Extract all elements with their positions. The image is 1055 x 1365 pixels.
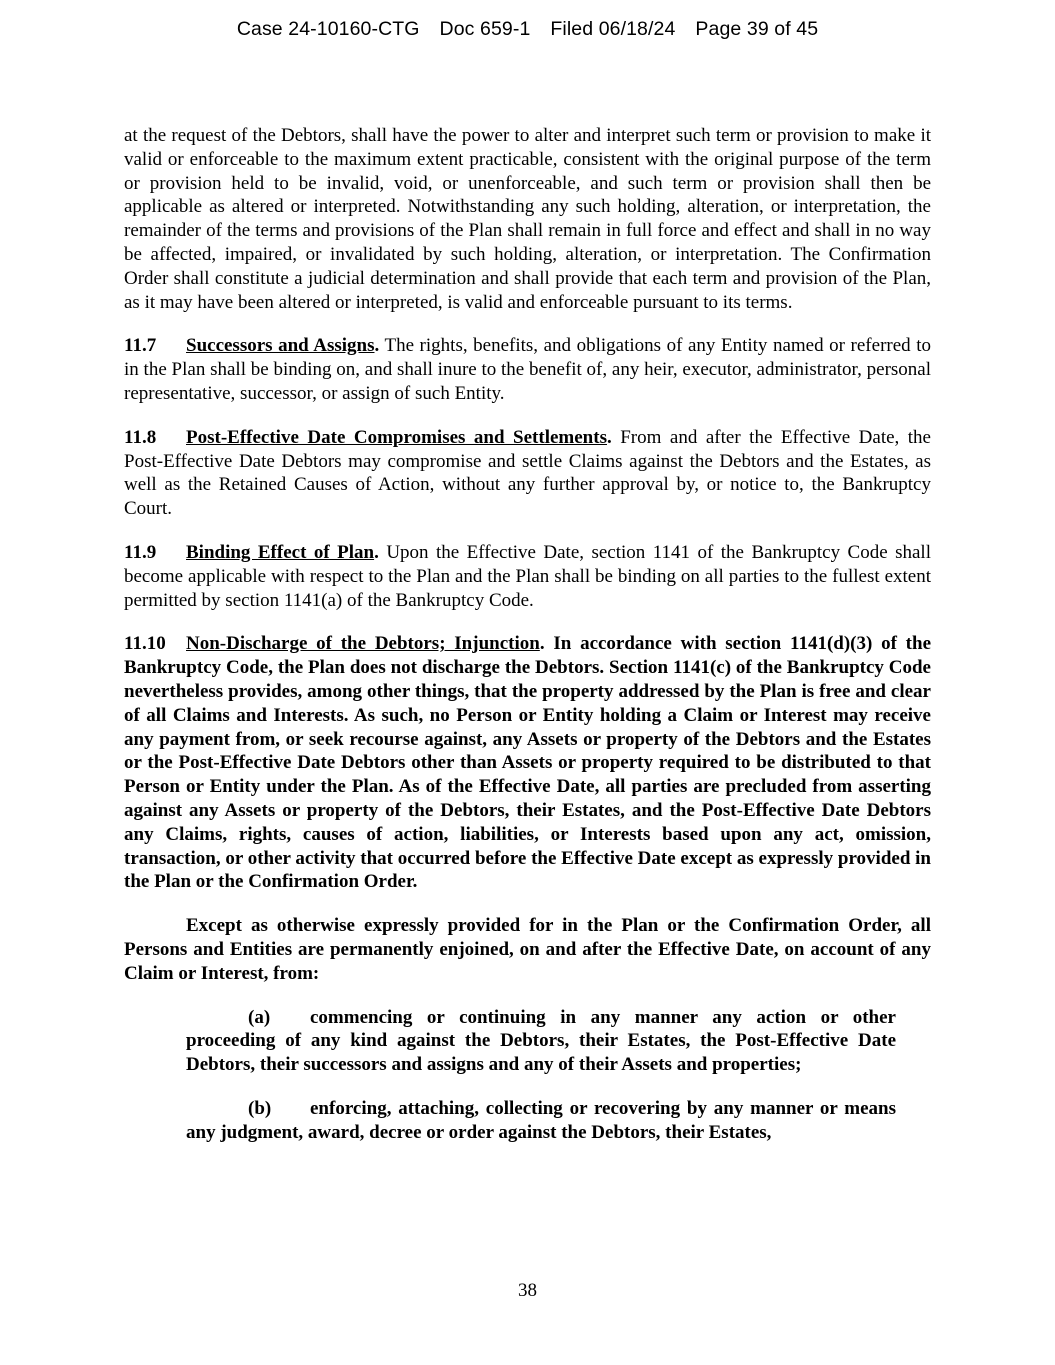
page-indicator: Page 39 of 45 <box>695 18 819 40</box>
page-number: 38 <box>518 1280 537 1301</box>
subitem-label: (a) <box>248 1006 271 1028</box>
section-number: 11.10 <box>124 633 166 655</box>
case-number: Case 24-10160-CTG <box>236 18 420 40</box>
subitem-label: (b) <box>248 1097 272 1119</box>
section-body: The rights, benefits, and obligations of any Entity named or referred to in the Plan shall be binding on, and shall inure to the benefit of, any heir, executor, administrator, personal representative, successor, or assign of such Entity. <box>124 335 931 404</box>
subitem-text: enforcing, attaching, collecting or recovering by any manner or means any judgment, award, decree or order against the Debtors, their Estates, <box>186 1097 896 1143</box>
section-11-10: 11.10 Non-Discharge of the Debtors; Injunction. In accordance with section 1141(d)(3) of the Bankruptcy Code, the Plan does not discharge the Debtors. Section 1141(c) of the Bankruptcy Code nevertheless provides, among other things, that the property addressed by the Plan is free and clear of all Claims and Interests. As such, no Person or Entity holding a Claim or Interest may receive any payment from, or seek recourse against, any Assets or property of the Debtors and the Estates or the Post-Effective Date Debtors other than Assets or property required to be distributed to that Person or Entity under the Plan. As of the Effective Date, all parties are precluded from asserting against any Assets or property of the Debtors, their Estates, and the Post-Effective Date Debtors any Claims, rights, causes of action, liabilities, or Interests based upon any act, omission, transaction, or other activity that occurred before the Effective Date except as expressly provided in the Plan or the Confirmation Order. <box>124 633 931 893</box>
section-number: 11.8 <box>124 426 157 448</box>
section-heading: Successors and Assigns <box>186 335 375 357</box>
subitem-a <box>186 1006 896 1077</box>
section-number: 11.9 <box>124 541 157 563</box>
filing-header <box>0 18 1055 41</box>
intro-paragraph: at the request of the Debtors, shall have the power to alter and interpret such term or provision to make it valid or enforceable to the maximum extent practicable, consistent with the original purpose of the term or provision held to be invalid, void, or unenforceable, and such term or provision shall then be applicable as altered or interpreted. Notwithstanding any such holding, alteration, or interpretation, the remainder of the terms and provisions of the Plan shall remain in full force and effect and shall in no way be affected, impaired, or invalidated by such holding, alteration, or interpretation. The Confirmation Order shall constitute a judicial determination and shall provide that each term and provision of the Plan, as it may have been altered or interpreted, is valid and enforceable pursuant to its terms. <box>124 125 931 313</box>
section-heading: Non-Discharge of the Debtors; Injunction <box>186 633 540 655</box>
filed-date: Filed 06/18/24 <box>550 18 676 40</box>
document-number: Doc 659-1 <box>439 18 531 40</box>
subitem-text: commencing or continuing in any manner any action or other proceeding of any kind against the Debtors, their Estates, the Post-Effective Date Debtors, their successors and assigns and any of their Assets and properties; <box>186 1006 896 1076</box>
subitem-b <box>186 1097 896 1145</box>
section-heading: Binding Effect of Plan <box>186 541 375 563</box>
section-heading: Post-Effective Date Compromises and Settlements <box>186 426 607 448</box>
except-paragraph: Except as otherwise expressly provided for in the Plan or the Confirmation Order, all Persons and Entities are permanently enjoined, on and after the Effective Date, on account of any Claim or Interest, from: <box>124 915 931 984</box>
section-body: Upon the Effective Date, section 1141 of the Bankruptcy Code shall become applicable with respect to the Plan and the Plan shall be binding on all parties to the fullest extent permitted by section 1141(a) of the Bankruptcy Code. <box>124 541 931 611</box>
document-body <box>124 124 931 1164</box>
section-body: In accordance with section 1141(d)(3) of the Bankruptcy Code, the Plan does not discharge the Debtors. Section 1141(c) of the Bankruptcy Code nevertheless provides, among other things, that the property addressed by the Plan is free and clear of all Claims and Interests. As such, no Person or Entity holding a Claim or Interest may receive any payment from, or seek recourse against, any Assets or property of the Debtors and the Estates or the Post-Effective Date Debtors other than Assets or property required to be distributed to that Person or Entity under the Plan. As of the Effective Date, all parties are precluded from asserting against any Assets or property of the Debtors, their Estates, and the Post-Effective Date Debtors any Claims, rights, causes of action, liabilities, or Interests based upon any act, omission, transaction, or other activity that occurred before the Effective Date except as expressly provided in the Plan or the Confirmation Order. <box>124 633 931 893</box>
section-11-7: 11.7 Successors and Assigns. The rights, benefits, and obligations of any Entity named or referred to in the Plan shall be binding on, and shall inure to the benefit of, any heir, executor, administrator, personal representative, successor, or assign of such Entity. <box>124 335 931 404</box>
section-11-8: 11.8 Post-Effective Date Compromises and Settlements. From and after the Effective Date, the Post-Effective Date Debtors may compromise and settle Claims against the Debtors and the Estates, as well as the Retained Causes of Action, without any further approval by, or notice to, the Bankruptcy Court. <box>124 426 931 520</box>
section-number: 11.7 <box>124 335 157 357</box>
section-11-9: 11.9 Binding Effect of Plan. Upon the Effective Date, section 1141 of the Bankruptcy Code shall become applicable with respect to the Plan and the Plan shall be binding on all parties to the fullest extent permitted by section 1141(a) of the Bankruptcy Code. <box>124 541 931 611</box>
section-body: From and after the Effective Date, the Post-Effective Date Debtors may compromise and settle Claims against the Debtors and the Estates, as well as the Retained Causes of Action, without any further approval by, or notice to, the Bankruptcy Court. <box>124 426 931 520</box>
